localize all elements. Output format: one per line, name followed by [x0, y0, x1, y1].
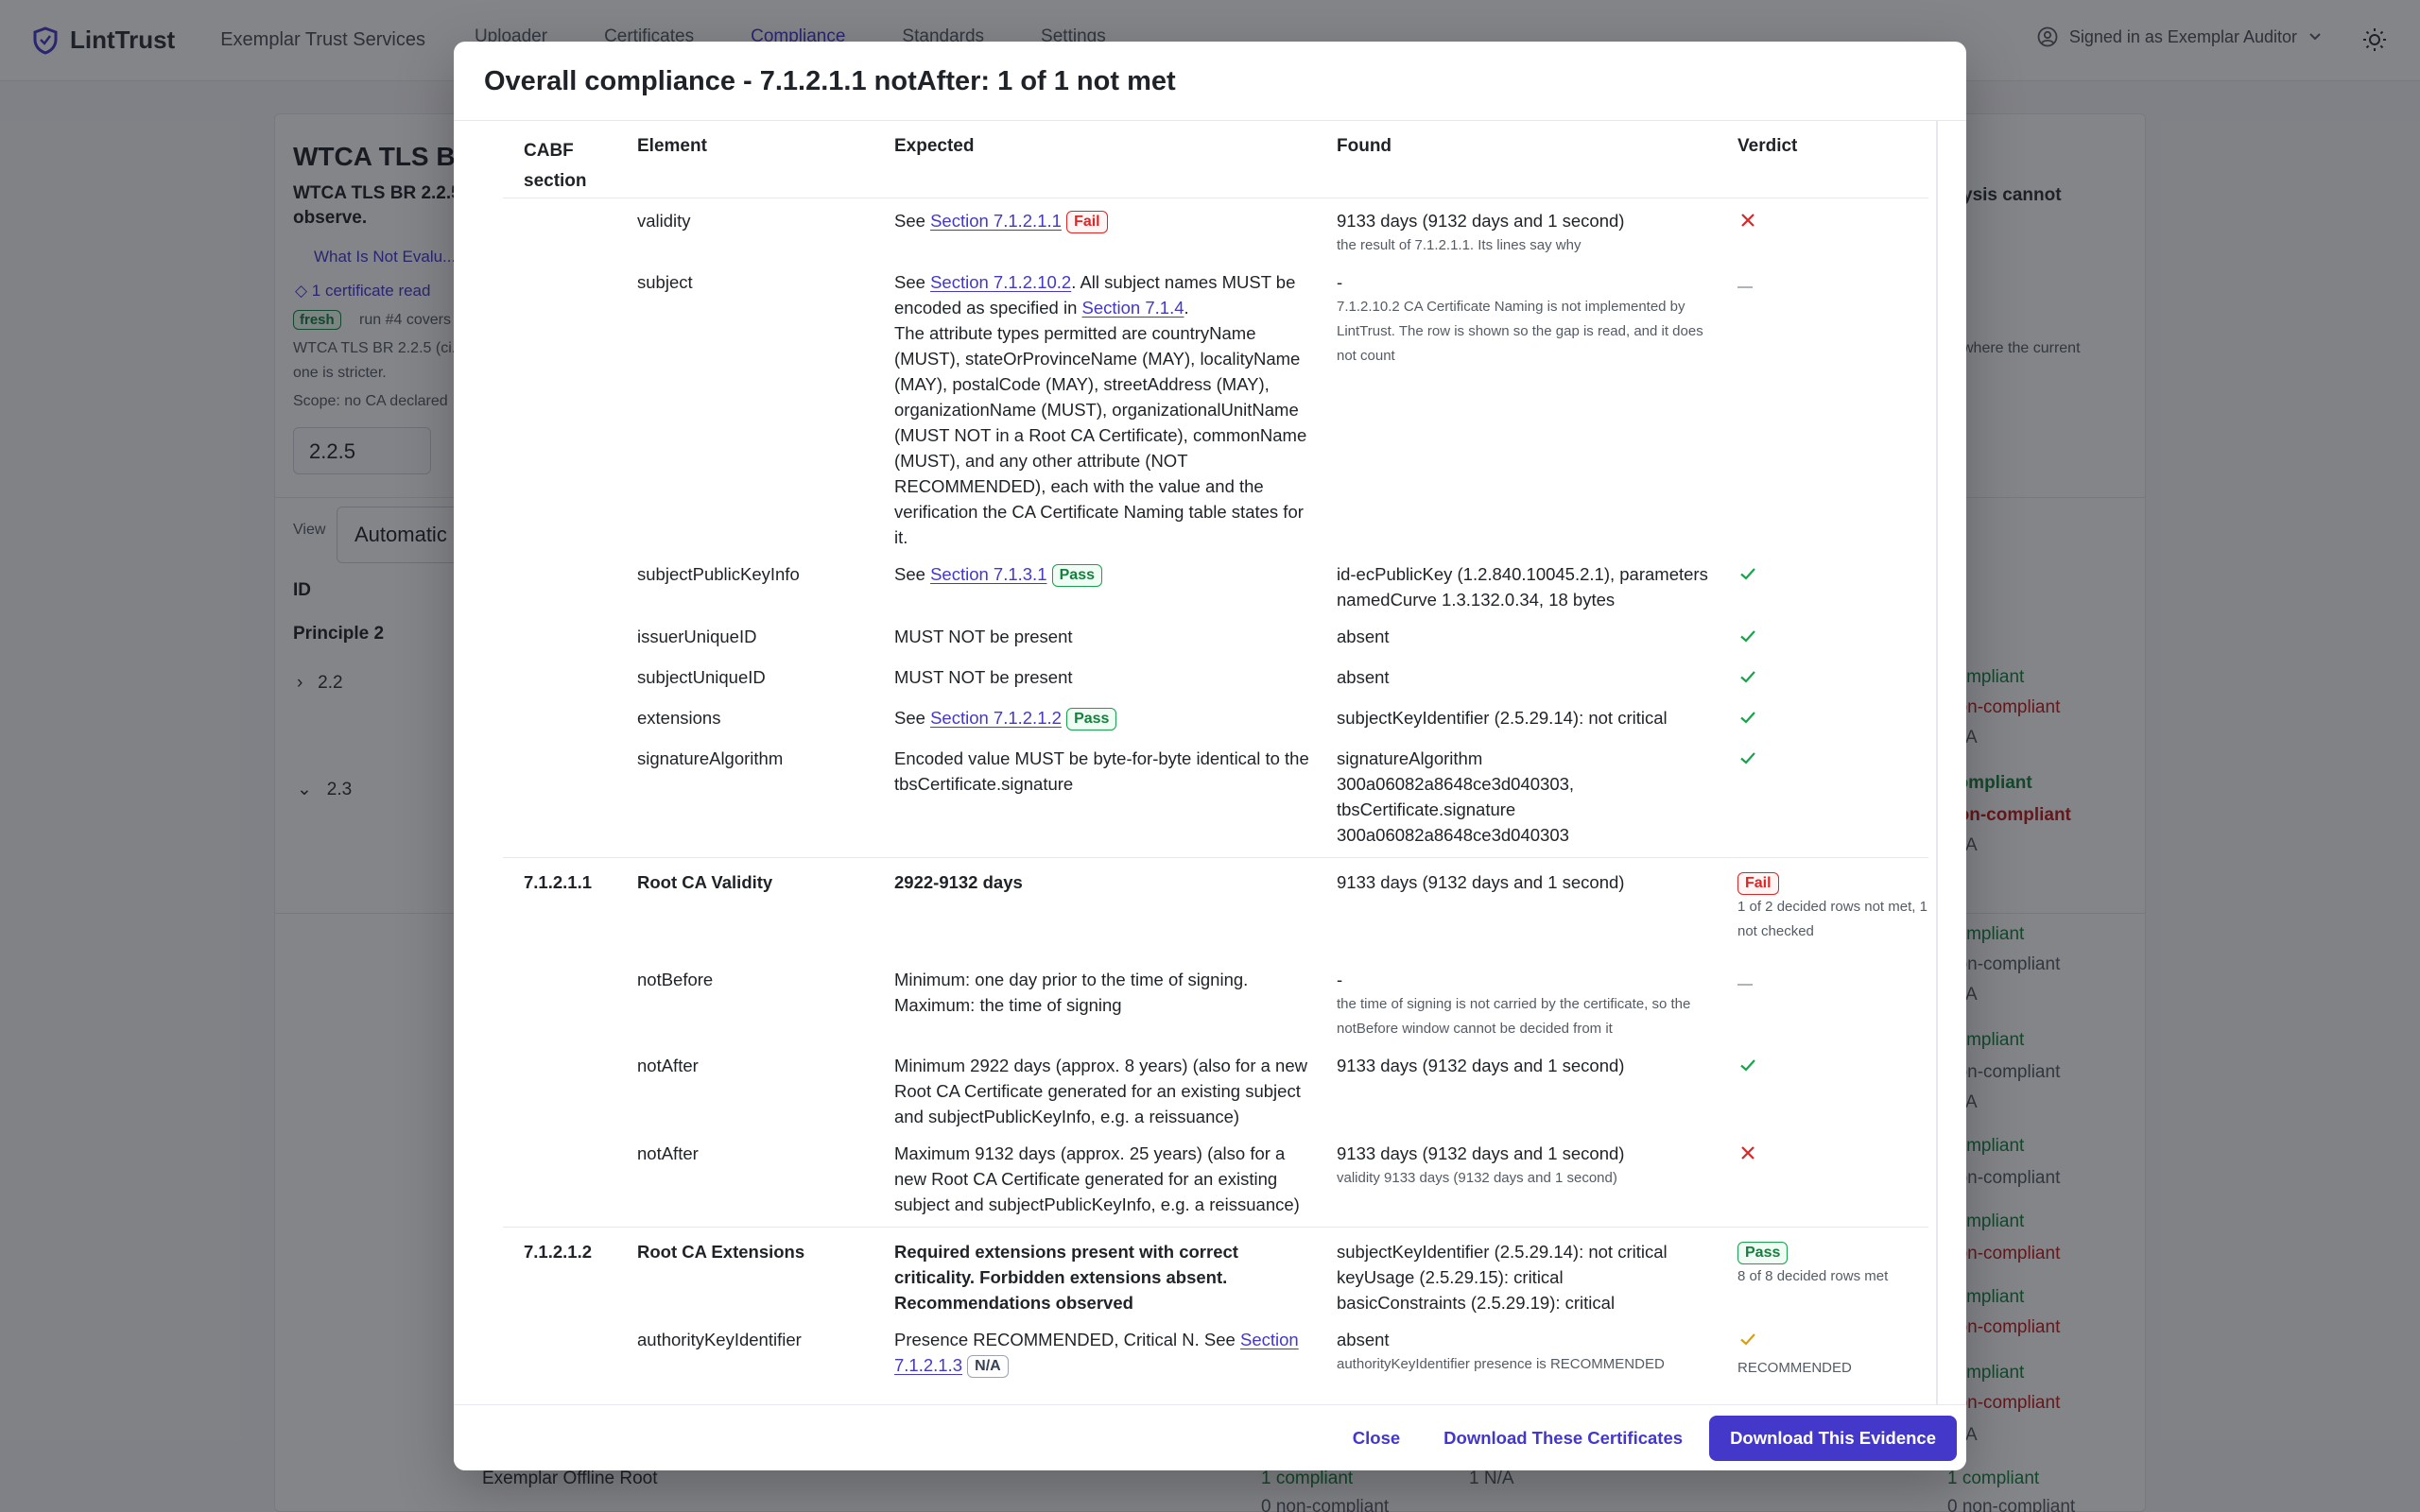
na-badge: N/A: [967, 1355, 1009, 1378]
expected-cell: [873, 1327, 1316, 1381]
not-decided-dash-icon: [1737, 286, 1753, 288]
download-evidence-button[interactable]: Download This Evidence: [1709, 1416, 1957, 1461]
verdict-cell: [1717, 1053, 1928, 1129]
element-cell: notBefore: [637, 970, 714, 989]
expected-cell: Encoded value MUST be byte-for-byte identical to the tbsCertificate.signature: [894, 748, 1309, 794]
expected-detail: The attribute types permitted are countryName (MUST), stateOrProvinceName (MAY), localityName (MAY), postalCode (MAY), streetAddress (MAY), organizationName (MUST), organizationalUnitName (MUST NOT in a Root CA Certificate), commonName (MUST), and any other attribute (NOT RECOMMENDED), each with the value and the verification the CA Certificate Naming table states for it.: [894, 323, 1307, 547]
col-cabf-section: CABF section: [524, 141, 587, 191]
table-row: [503, 198, 1928, 264]
table-row: [503, 618, 1928, 659]
section-link[interactable]: Section 7.1.2.1.1: [930, 211, 1062, 231]
col-element: Element: [637, 136, 707, 156]
table-row: [503, 659, 1928, 699]
dialog-scrollbar[interactable]: [1936, 121, 1938, 1446]
verdict-cell: [1717, 967, 1928, 1041]
expected-cell: Required extensions present with correct criticality. Forbidden extensions absent. Recommendations observed: [894, 1242, 1238, 1313]
found-value: absent: [1337, 1330, 1390, 1349]
found-line: basicConstraints (2.5.29.19): critical: [1337, 1293, 1616, 1313]
expected-cell: MUST NOT be present: [894, 667, 1073, 687]
table-row-section: [503, 1227, 1928, 1321]
verdict-cell: [1717, 1239, 1928, 1315]
verdict-note: 8 of 8 decided rows met: [1737, 1268, 1889, 1284]
pass-check-icon: [1737, 563, 1758, 584]
element-cell: subjectPublicKeyInfo: [637, 564, 800, 584]
expected-cell: [873, 269, 1316, 550]
pass-badge: Pass: [1066, 708, 1116, 730]
section-link[interactable]: Section 7.1.2.1.2: [930, 708, 1062, 728]
table-row-section: [503, 857, 1928, 961]
verdict-cell: [1717, 269, 1928, 550]
download-certificates-button[interactable]: Download These Certificates: [1426, 1417, 1700, 1460]
table-row: [503, 556, 1928, 618]
pass-badge: Pass: [1052, 564, 1102, 587]
col-expected: Expected: [894, 136, 975, 156]
compliance-evidence-dialog: [454, 42, 1966, 1470]
expected-text: See: [894, 272, 925, 292]
pass-check-icon: [1737, 626, 1758, 646]
table-row: [503, 1047, 1928, 1135]
table-row: [503, 961, 1928, 1047]
pass-check-icon: [1737, 747, 1758, 768]
found-note: the result of 7.1.2.1.1. Its lines say why: [1337, 237, 1582, 253]
element-cell: Root CA Validity: [637, 872, 773, 892]
expected-cell: [873, 561, 1316, 612]
found-cell: [1316, 1239, 1717, 1315]
verdict-cell: [1717, 561, 1928, 612]
expected-text: Presence RECOMMENDED, Critical N. See: [894, 1330, 1236, 1349]
element-cell: authorityKeyIdentifier: [637, 1330, 802, 1349]
not-decided-dash-icon: [1737, 984, 1753, 986]
found-value: absent: [1337, 667, 1390, 687]
element-cell: validity: [637, 211, 691, 231]
expected-text: . All subject names MUST be encoded as specified in: [894, 272, 1296, 318]
fail-badge: Fail: [1737, 872, 1779, 895]
table-row: [503, 740, 1928, 857]
found-note: validity 9133 days (9132 days and 1 second): [1337, 1170, 1617, 1186]
found-value: 9133 days (9132 days and 1 second): [1337, 1143, 1625, 1163]
dialog-title: Overall compliance - 7.1.2.1.1 notAfter: 1 of 1 not met: [484, 66, 1176, 96]
section-link[interactable]: Section 7.1.2.1.3: [894, 1330, 1299, 1375]
verdict-note: RECOMMENDED: [1737, 1360, 1852, 1376]
element-cell: notAfter: [637, 1143, 699, 1163]
evidence-table-body: [503, 198, 1928, 1386]
dialog-header: [454, 42, 1966, 121]
table-row: [503, 1321, 1928, 1386]
verdict-cell: [1717, 208, 1928, 258]
verdict-note: 1 of 2 decided rows not met, 1 not checked: [1737, 899, 1927, 939]
expected-text: See: [894, 708, 925, 728]
col-verdict: Verdict: [1737, 136, 1798, 156]
found-value: absent: [1337, 627, 1390, 646]
element-cell: Root CA Extensions: [637, 1242, 805, 1262]
element-cell: issuerUniqueID: [637, 627, 757, 646]
found-value: subjectKeyIdentifier (2.5.29.14): not critical: [1337, 708, 1668, 728]
cabf-section-cell: 7.1.2.1.1: [524, 872, 593, 892]
found-cell: [1316, 208, 1717, 258]
expected-cell: Minimum: one day prior to the time of signing. Maximum: the time of signing: [894, 970, 1249, 1015]
expected-text: .: [1184, 298, 1189, 318]
dialog-footer: [454, 1404, 1966, 1470]
found-line: keyUsage (2.5.29.15): critical: [1337, 1267, 1564, 1287]
found-note: the time of signing is not carried by the certificate, so the notBefore window cannot be decided from it: [1337, 996, 1691, 1037]
pass-check-icon: [1737, 666, 1758, 687]
expected-text: See: [894, 211, 925, 231]
close-button[interactable]: Close: [1336, 1417, 1417, 1460]
fail-x-icon: [1737, 210, 1758, 231]
verdict-cell: [1717, 1141, 1928, 1217]
table-row: [503, 699, 1928, 740]
found-cell: [1316, 269, 1717, 550]
verdict-cell: [1717, 624, 1928, 653]
found-value: id-ecPublicKey (1.2.840.10045.2.1), parameters namedCurve 1.3.132.0.34, 18 bytes: [1337, 564, 1708, 610]
verdict-cell: [1717, 869, 1928, 944]
found-cell: [1316, 967, 1717, 1041]
expected-text: See: [894, 564, 925, 584]
found-value: 9133 days (9132 days and 1 second): [1337, 872, 1625, 892]
verdict-cell: [1717, 664, 1928, 694]
element-cell: subject: [637, 272, 693, 292]
pass-check-icon: [1737, 1055, 1758, 1075]
expected-cell: Minimum 2922 days (approx. 8 years) (also for a new Root CA Certificate generated for an existing subject and subjectPublicKeyInfo, e.g. a reissuance): [894, 1056, 1307, 1126]
section-link[interactable]: Section 7.1.4: [1081, 298, 1184, 318]
found-line: subjectKeyIdentifier (2.5.29.14): not critical: [1337, 1242, 1668, 1262]
section-link[interactable]: Section 7.1.3.1: [930, 564, 1047, 584]
expected-cell: Maximum 9132 days (approx. 25 years) (also for a new Root CA Certificate generated for an existing subject and subjectPublicKeyInfo, e.g. a reissuance): [894, 1143, 1300, 1214]
col-found: Found: [1337, 136, 1392, 156]
found-note: authorityKeyIdentifier presence is RECOMMENDED: [1337, 1356, 1665, 1372]
expected-cell: [873, 208, 1316, 258]
element-cell: subjectUniqueID: [637, 667, 766, 687]
found-value: 9133 days (9132 days and 1 second): [1337, 1056, 1625, 1075]
table-row: [503, 1135, 1928, 1227]
recommended-check-icon: [1737, 1329, 1758, 1349]
element-cell: notAfter: [637, 1056, 699, 1075]
pass-check-icon: [1737, 707, 1758, 728]
found-cell: [1316, 1141, 1717, 1217]
dialog-body[interactable]: [454, 121, 1966, 1446]
found-value: -: [1337, 970, 1343, 989]
found-value: -: [1337, 272, 1343, 292]
fail-badge: Fail: [1066, 211, 1108, 233]
cabf-section-cell: 7.1.2.1.2: [524, 1242, 593, 1262]
expected-cell: [873, 705, 1316, 734]
expected-cell: 2922-9132 days: [894, 872, 1023, 892]
element-cell: signatureAlgorithm: [637, 748, 784, 768]
table-row: [503, 264, 1928, 556]
element-cell: extensions: [637, 708, 721, 728]
verdict-cell: [1717, 746, 1928, 848]
found-value: signatureAlgorithm 300a06082a8648ce3d040303, tbsCertificate.signature 300a06082a8648ce3d040303: [1337, 748, 1575, 845]
pass-badge: Pass: [1737, 1242, 1788, 1264]
fail-x-icon: [1737, 1143, 1758, 1163]
evidence-table-header: [503, 121, 1928, 198]
expected-cell: MUST NOT be present: [894, 627, 1073, 646]
found-cell: [1316, 1327, 1717, 1381]
verdict-cell: [1717, 705, 1928, 734]
section-link[interactable]: Section 7.1.2.10.2: [930, 272, 1072, 292]
found-value: 9133 days (9132 days and 1 second): [1337, 211, 1625, 231]
verdict-cell: [1717, 1327, 1928, 1381]
found-note: 7.1.2.10.2 CA Certificate Naming is not implemented by LintTrust. The row is shown so the gap is read, and it does not count: [1337, 299, 1703, 364]
